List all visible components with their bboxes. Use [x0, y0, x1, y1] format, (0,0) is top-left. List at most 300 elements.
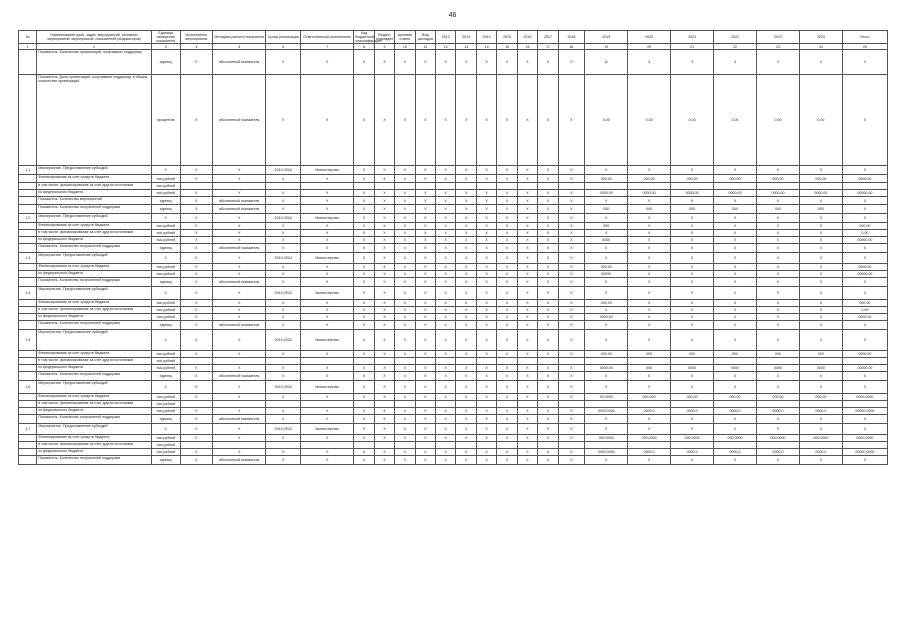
table-cell: Х [671, 166, 714, 175]
table-cell: 0 [585, 307, 628, 314]
table-cell: Х [415, 381, 435, 394]
table-cell: 0000,0 [714, 449, 757, 456]
table-cell: Х [558, 287, 585, 300]
row-description: Мероприятие. Предоставление субсидий [37, 287, 152, 300]
table-cell: Х [714, 244, 757, 253]
table-cell: Х [266, 314, 301, 321]
table-cell: Х [628, 166, 671, 175]
table-cell: 0 [714, 372, 757, 381]
table-cell: Х [436, 205, 456, 214]
table-row [19, 372, 888, 381]
table-cell: Х [476, 237, 496, 244]
table-cell: Х [213, 408, 266, 415]
table-cell: Х [538, 278, 558, 287]
table-cell [585, 401, 628, 408]
table-cell [799, 442, 842, 449]
table-cell: 0000,00 [756, 190, 799, 197]
table-cell: Х [180, 253, 213, 264]
table-cell: Х [517, 372, 537, 381]
table-cell [628, 358, 671, 365]
table-cell: Х [374, 175, 394, 183]
table-cell [19, 197, 37, 205]
table-cell [628, 442, 671, 449]
table-row [19, 314, 888, 321]
table-cell: Х [517, 230, 537, 237]
table-cell: Х [301, 435, 354, 442]
table-cell: абсолютный показатель [213, 50, 266, 75]
row-description: из федерального бюджета [37, 190, 152, 197]
table-cell: Х [476, 190, 496, 197]
table-cell: Х [415, 415, 435, 424]
table-cell: Х [456, 278, 476, 287]
table-cell: Х [266, 278, 301, 287]
table-cell: Х [756, 330, 799, 351]
table-cell: единиц [151, 372, 180, 381]
table-cell: процентов [151, 75, 180, 166]
table-cell: абсолютный показатель [213, 456, 266, 465]
table-cell: Х [213, 253, 266, 264]
table-row [19, 287, 888, 300]
table-cell: Х [476, 197, 496, 205]
table-row [19, 307, 888, 314]
table-cell [354, 358, 374, 365]
table-cell: Х [374, 253, 394, 264]
table-cell: Х [497, 244, 517, 253]
table-cell [19, 230, 37, 237]
table-cell: Х [395, 230, 415, 237]
table-cell: Х [415, 278, 435, 287]
table-cell: Х [476, 264, 496, 271]
table-cell: тыс.рублей [151, 394, 180, 401]
table-cell: Х [714, 321, 757, 330]
table-cell [517, 442, 537, 449]
table-cell: Х [374, 408, 394, 415]
table-cell: Х [213, 300, 266, 307]
table-row [19, 205, 888, 214]
table-cell: Х [374, 223, 394, 230]
table-cell: Х [436, 166, 456, 175]
table-cell: Х [301, 456, 354, 465]
table-cell: 0 [799, 372, 842, 381]
table-cell: Х [354, 75, 374, 166]
table-cell [476, 183, 496, 190]
table-cell: Х [558, 50, 585, 75]
table-cell: Х [436, 223, 456, 230]
table-cell: Х [628, 321, 671, 330]
table-cell: Х [538, 50, 558, 75]
table-cell: Х [799, 321, 842, 330]
table-cell: Х [476, 408, 496, 415]
row-description: Показатель. Количество получателей поддержки [37, 321, 152, 330]
table-cell: Х [538, 300, 558, 307]
table-cell: 0 [799, 456, 842, 465]
table-cell: Х [374, 230, 394, 237]
table-cell: 000,00 [585, 351, 628, 358]
table-cell: Х [628, 253, 671, 264]
table-cell: Х [842, 287, 887, 300]
table-cell [456, 358, 476, 365]
table-cell: Х [213, 330, 266, 351]
table-cell: Х [151, 330, 180, 351]
table-cell: Х [395, 408, 415, 415]
table-cell: 000,00 [671, 175, 714, 183]
table-cell: Х [558, 253, 585, 264]
table-cell: Х [436, 230, 456, 237]
table-cell: Х [180, 50, 213, 75]
table-cell: Х [799, 424, 842, 435]
table-cell: Х [374, 330, 394, 351]
table-cell: Х [671, 307, 714, 314]
table-cell: Х [266, 271, 301, 278]
table-cell: тыс.рублей [151, 307, 180, 314]
table-cell: Х [436, 321, 456, 330]
table-cell: Х [151, 424, 180, 435]
table-cell [756, 183, 799, 190]
column-index-cell: 7 [301, 44, 354, 50]
table-cell: 1.2 [19, 214, 37, 223]
table-cell: единиц [151, 321, 180, 330]
table-cell: Х [436, 271, 456, 278]
table-cell: Х [558, 449, 585, 456]
table-cell [19, 75, 37, 166]
table-cell: Х [799, 237, 842, 244]
table-cell: Х [497, 365, 517, 372]
table-cell: Х [628, 314, 671, 321]
table-cell: Х [538, 75, 558, 166]
table-cell: тыс.рублей [151, 175, 180, 183]
table-cell: Х [354, 408, 374, 415]
table-cell: Х [714, 278, 757, 287]
table-cell: Х [628, 230, 671, 237]
table-cell: Х [842, 415, 887, 424]
row-description: Показатель. Доля организаций, получивших поддержку, в общем количестве организаций [37, 75, 152, 166]
table-cell: Х [476, 230, 496, 237]
table-cell: Х [415, 372, 435, 381]
table-cell: Х [456, 271, 476, 278]
table-cell: Х [301, 230, 354, 237]
table-cell: 0000,0 [671, 449, 714, 456]
row-description: Финансирование за счет средств бюджета [37, 223, 152, 230]
table-cell: 00000,00 [842, 271, 887, 278]
table-cell: Х [558, 424, 585, 435]
table-cell: 1.5 [19, 330, 37, 351]
table-cell: Министерство [301, 253, 354, 264]
table-cell: Х [842, 330, 887, 351]
table-cell: Х [395, 237, 415, 244]
table-cell: Х [180, 300, 213, 307]
table-cell: Х [517, 205, 537, 214]
table-cell: абсолютный показатель [213, 278, 266, 287]
table-cell: Х [266, 237, 301, 244]
table-cell: 1.7 [19, 424, 37, 435]
table-row [19, 230, 888, 237]
table-cell: Х [180, 314, 213, 321]
table-cell: Х [395, 205, 415, 214]
table-cell: Х [799, 314, 842, 321]
table-cell [19, 205, 37, 214]
table-cell [756, 401, 799, 408]
row-description: Показатель. Количество получателей поддержки [37, 244, 152, 253]
row-description: Финансирование за счет средств бюджета [37, 264, 152, 271]
col-header: Вид расходов [415, 31, 435, 44]
table-cell: Х [354, 253, 374, 264]
column-index-cell: 21 [671, 44, 714, 50]
table-cell: Х [714, 314, 757, 321]
table-cell: Х [266, 264, 301, 271]
table-cell [266, 442, 301, 449]
table-cell: 0000,00 [842, 264, 887, 271]
table-cell: Министерство [301, 214, 354, 223]
table-cell: Х [538, 372, 558, 381]
table-cell: Х [799, 244, 842, 253]
table-cell: Х [180, 244, 213, 253]
table-cell: Х [415, 237, 435, 244]
table-cell: Х [213, 314, 266, 321]
table-cell: Х [538, 415, 558, 424]
table-cell: абсолютный показатель [213, 197, 266, 205]
table-cell: Х [476, 351, 496, 358]
table-cell: Х [395, 223, 415, 230]
table-cell: Х [436, 244, 456, 253]
table-cell: Х [517, 214, 537, 223]
table-cell: Х [415, 230, 435, 237]
table-cell: Х [395, 435, 415, 442]
table-cell: Х [476, 214, 496, 223]
table-cell: Х [415, 190, 435, 197]
col-header: № [19, 31, 37, 44]
table-cell: Х [628, 287, 671, 300]
col-header: Итого [842, 31, 887, 44]
table-cell: Х [476, 381, 496, 394]
table-cell: Х [842, 205, 887, 214]
table-cell: Х [517, 424, 537, 435]
table-cell: Х [517, 381, 537, 394]
table-row [19, 424, 888, 435]
row-description: Финансирование за счет средств бюджета [37, 300, 152, 307]
table-cell: Х [266, 372, 301, 381]
table-cell: Х [538, 287, 558, 300]
table-cell: Х [301, 372, 354, 381]
table-cell: тыс.рублей [151, 314, 180, 321]
table-cell: тыс.рублей [151, 183, 180, 190]
table-cell: Х [436, 253, 456, 264]
table-cell [19, 183, 37, 190]
table-cell: Х [628, 424, 671, 435]
col-header: Наименование цели, задач, мероприятий, основных мероприятий, мероприятий, показателей (индикаторов) [37, 31, 152, 44]
table-cell: 0000,00 [842, 351, 887, 358]
table-cell: Х [714, 424, 757, 435]
table-cell: Х [213, 365, 266, 372]
table-cell: 3 [671, 50, 714, 75]
table-cell [799, 183, 842, 190]
table-cell: 0000,0 [756, 449, 799, 456]
table-cell [301, 442, 354, 449]
table-cell: 0 [585, 244, 628, 253]
table-cell: Х [395, 214, 415, 223]
table-cell: Х [558, 307, 585, 314]
table-cell [842, 358, 887, 365]
table-row [19, 271, 888, 278]
table-cell: 000 [714, 351, 757, 358]
table-cell: Х [301, 75, 354, 166]
table-cell: Х [415, 197, 435, 205]
table-cell: Х [538, 394, 558, 401]
column-index-cell: 1 [19, 44, 37, 50]
table-cell: Х [628, 278, 671, 287]
table-cell: Х [476, 435, 496, 442]
table-cell: Х [180, 214, 213, 223]
table-cell: 000,00 [585, 175, 628, 183]
table-cell: Х [671, 330, 714, 351]
table-cell: Х [395, 300, 415, 307]
table-cell: Х [395, 456, 415, 465]
table-cell: Х [436, 415, 456, 424]
table-cell: Х [354, 330, 374, 351]
table-cell [558, 358, 585, 365]
table-cell [19, 50, 37, 75]
table-cell: Х [799, 214, 842, 223]
table-cell: Х [395, 307, 415, 314]
table-cell: 0000,0 [671, 408, 714, 415]
table-cell: 0000,0000 [842, 394, 887, 401]
table-cell: Х [180, 197, 213, 205]
table-cell: Х [558, 394, 585, 401]
table-cell: 0 [799, 415, 842, 424]
table-cell: 000 [756, 351, 799, 358]
table-cell: 0000,00 [714, 190, 757, 197]
table-cell: Х [497, 372, 517, 381]
table-cell: Х [456, 456, 476, 465]
table-cell: Х [354, 456, 374, 465]
table-cell [19, 442, 37, 449]
table-cell: Х [517, 197, 537, 205]
table-cell: Х [671, 314, 714, 321]
table-cell: Х [538, 365, 558, 372]
table-row [19, 394, 888, 401]
table-cell: Х [517, 307, 537, 314]
table-cell: 000,00 [842, 300, 887, 307]
table-cell: Х [756, 278, 799, 287]
table-cell: Х [180, 278, 213, 287]
table-cell: Х [714, 214, 757, 223]
table-cell [19, 358, 37, 365]
table-cell: Х [497, 264, 517, 271]
column-index-cell: 25 [842, 44, 887, 50]
table-cell: 3 [714, 50, 757, 75]
table-cell: Х [497, 50, 517, 75]
table-cell: Х [558, 381, 585, 394]
table-cell: Х [415, 223, 435, 230]
table-cell: Х [301, 449, 354, 456]
column-index-cell: 19 [585, 44, 628, 50]
table-cell: тыс.рублей [151, 442, 180, 449]
table-cell: Х [538, 314, 558, 321]
table-row [19, 365, 888, 372]
table-cell [19, 408, 37, 415]
table-cell: Х [538, 307, 558, 314]
table-cell: Х [538, 190, 558, 197]
table-cell: Х [213, 264, 266, 271]
table-cell: Х [180, 264, 213, 271]
table-cell: Х [558, 365, 585, 372]
table-row [19, 351, 888, 358]
row-description: Показатель. Количество получателей поддержки [37, 415, 152, 424]
table-cell: 000 [628, 365, 671, 372]
table-cell [354, 401, 374, 408]
column-index-cell: 10 [395, 44, 415, 50]
table-cell: Х [799, 330, 842, 351]
table-cell: Х [585, 424, 628, 435]
table-cell: Х [497, 415, 517, 424]
table-cell: Х [213, 449, 266, 456]
table-cell: Х [476, 253, 496, 264]
table-cell: 3 [756, 50, 799, 75]
table-cell [558, 401, 585, 408]
row-description: Показатель. Количество получателей поддержки [37, 278, 152, 287]
col-header: 2012 [436, 31, 456, 44]
col-header: Сроки реализации [266, 31, 301, 44]
table-cell: Х [756, 287, 799, 300]
table-cell: Х [456, 50, 476, 75]
table-cell: Х [180, 435, 213, 442]
table-cell: 0,00 [842, 307, 887, 314]
table-cell: Х [842, 166, 887, 175]
table-cell: 0 [585, 278, 628, 287]
table-cell: Х [415, 330, 435, 351]
table-cell: Х [756, 166, 799, 175]
row-description: из федерального бюджета [37, 408, 152, 415]
col-header: Целевая статья [395, 31, 415, 44]
table-cell: Х [456, 330, 476, 351]
table-cell: 000,00 [671, 394, 714, 401]
table-cell: 0000,00 [585, 365, 628, 372]
table-cell: 0000,0 [799, 449, 842, 456]
table-cell: Х [395, 264, 415, 271]
table-cell: Х [538, 408, 558, 415]
table-cell: 2019-2024 [266, 166, 301, 175]
table-cell: Х [213, 230, 266, 237]
table-cell: тыс.рублей [151, 435, 180, 442]
table-cell: Х [714, 287, 757, 300]
table-cell: Х [354, 264, 374, 271]
table-cell: Х [213, 307, 266, 314]
table-cell: Х [799, 381, 842, 394]
table-cell [538, 442, 558, 449]
table-cell [476, 358, 496, 365]
table-cell: Х [354, 307, 374, 314]
column-index-cell: 6 [266, 44, 301, 50]
table-cell [374, 401, 394, 408]
table-cell: Х [456, 321, 476, 330]
table-cell: Х [756, 230, 799, 237]
table-cell: тыс.рублей [151, 408, 180, 415]
table-row [19, 253, 888, 264]
table-cell: абсолютный показатель [213, 321, 266, 330]
table-cell: Х [436, 365, 456, 372]
table-cell [842, 183, 887, 190]
table-cell: Х [558, 415, 585, 424]
table-cell: Х [671, 197, 714, 205]
table-cell: Х [497, 214, 517, 223]
table-row [19, 408, 888, 415]
table-cell: Х [436, 300, 456, 307]
table-cell: Х [395, 271, 415, 278]
column-index-cell: 17 [538, 44, 558, 50]
table-cell [374, 358, 394, 365]
column-index-cell: 14 [476, 44, 496, 50]
row-description: в том числе: финансирование за счет других источников [37, 230, 152, 237]
table-cell: Х [756, 321, 799, 330]
